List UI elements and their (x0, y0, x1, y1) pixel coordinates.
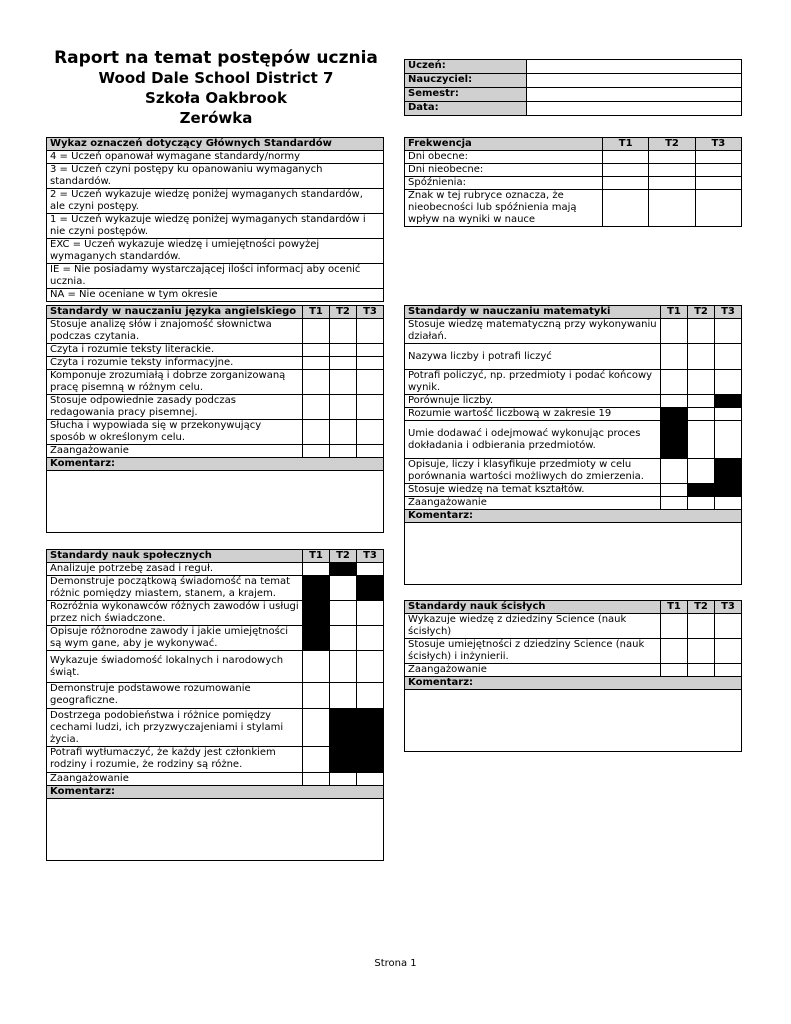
attendance-row-label: Dni obecne: (405, 151, 603, 164)
standard-label: Czyta i rozumie teksty informacyjne. (47, 357, 303, 370)
grade-cell[interactable] (715, 614, 742, 639)
grade-cell[interactable] (661, 497, 688, 510)
grade-cell[interactable] (688, 614, 715, 639)
legend-item (47, 189, 384, 214)
report-title: Raport na temat postępów ucznia (54, 48, 378, 68)
shaded-cell (330, 709, 357, 747)
grade-cell[interactable] (303, 344, 330, 357)
standard-label: Umie dodawać i odejmować wykonując proces dokładania i odbierania przedmiotów. (405, 421, 661, 459)
standard-label: Wykazuje wiedzę z dziedziny Science (nauk ścisłych) (405, 614, 661, 639)
shaded-cell (330, 563, 357, 576)
grade-cell[interactable] (715, 497, 742, 510)
legend-item: NA = Nie oceniane w tym okresie (47, 289, 384, 302)
grade-cell[interactable] (357, 651, 384, 683)
grade-cell[interactable] (330, 357, 357, 370)
shaded-cell (661, 421, 688, 459)
term-3-header: T3 (357, 550, 384, 563)
term-3-header: T3 (357, 306, 384, 319)
attendance-row-label: Znak w tej rubryce oznacza, że nieobecności lub spóźnienia mają wpływ na wyniki w nauce (405, 190, 603, 227)
shaded-cell (330, 747, 357, 773)
comment-box[interactable] (405, 690, 742, 752)
semester-label: Semestr: (405, 88, 527, 102)
grade-cell[interactable] (715, 370, 742, 395)
shaded-cell (715, 459, 742, 484)
grade-cell[interactable] (357, 420, 384, 445)
grade-cell[interactable] (303, 370, 330, 395)
legend-item (47, 214, 384, 239)
grade-cell[interactable] (357, 319, 384, 344)
student-label: Uczeń: (405, 60, 527, 74)
grade-cell[interactable] (661, 664, 688, 677)
grade-cell[interactable] (330, 626, 357, 651)
attendance-row-label: Dni nieobecne: (405, 164, 603, 177)
math-standards-table (404, 305, 742, 585)
legend-item (47, 239, 384, 264)
term-1-header: T1 (661, 306, 688, 319)
legend-text: 1 = Uczeń wykazuje wiedzę poniżej wymaganych standardów i nie czyni postępów. (50, 214, 366, 237)
shaded-cell (715, 484, 742, 497)
term-2-header: T2 (688, 306, 715, 319)
grade-cell[interactable] (357, 626, 384, 651)
standard-label: Opisuje różnorodne zawody i jakie umiejętności są wym gane, aby je wykonywać. (47, 626, 303, 651)
standard-label: Zaangażowanie (47, 773, 303, 786)
term-1-header: T1 (603, 138, 649, 151)
grade-cell[interactable] (303, 651, 330, 683)
standard-label: Stosuje wiedzę matematyczną przy wykonywaniu działań. (405, 319, 661, 344)
standard-label: Analizuje potrzebę zasad i reguł. (47, 563, 303, 576)
english-standards-table (46, 305, 384, 533)
term-1-header: T1 (661, 601, 688, 614)
grade-cell[interactable] (330, 601, 357, 626)
grade-level: Zerówka (179, 109, 253, 127)
grade-cell[interactable] (303, 709, 330, 747)
grade-cell[interactable] (357, 445, 384, 458)
standard-label: Zaangażowanie (47, 445, 303, 458)
grade-cell[interactable] (688, 370, 715, 395)
grade-cell[interactable] (330, 319, 357, 344)
term-1-header: T1 (303, 306, 330, 319)
grade-cell[interactable] (330, 344, 357, 357)
standard-label: Rozumie wartość liczbową w zakresie 19 (405, 408, 661, 421)
student-info-table (404, 59, 742, 116)
grade-cell[interactable] (661, 344, 688, 370)
comment-label: Komentarz: (405, 677, 742, 690)
science-standards-table (404, 600, 742, 752)
legend-text: 2 = Uczeń wykazuje wiedzę poniżej wymaganych standardów, ale czyni postępy. (50, 189, 363, 212)
standard-label: Nazywa liczby i potrafi liczyć (405, 344, 661, 370)
standard-label: Stosuje analizę słów i znajomość słownictwa podczas czytania. (47, 319, 303, 344)
grade-cell[interactable] (695, 164, 741, 177)
grade-cell[interactable] (303, 319, 330, 344)
comment-label: Komentarz: (47, 458, 384, 471)
standard-label: Czyta i rozumie teksty literackie. (47, 344, 303, 357)
standard-label: Demonstruje podstawowe rozumowanie geograficzne. (47, 683, 303, 709)
grade-cell[interactable] (330, 651, 357, 683)
grade-cell[interactable] (688, 459, 715, 484)
grade-cell[interactable] (330, 576, 357, 601)
standard-label: Demonstruje początkową świadomość na temat różnic pomiędzy miastem, stanem, a krajem. (47, 576, 303, 601)
legend-text: EXC = Uczeń wykazuje wiedzę i umiejętności powyżej wymaganych standardów. (50, 239, 320, 262)
date-label: Data: (405, 102, 527, 116)
term-2-header: T2 (688, 601, 715, 614)
grade-cell[interactable] (330, 773, 357, 786)
grade-cell[interactable] (603, 151, 649, 164)
grade-cell[interactable] (715, 319, 742, 344)
standard-label: Komponuje zrozumiałą i dobrze zorganizowaną pracę pisemną w różnym celu. (47, 370, 303, 395)
grade-cell[interactable] (303, 747, 330, 773)
grade-cell[interactable] (303, 395, 330, 420)
grade-cell[interactable] (330, 370, 357, 395)
attendance-table (404, 137, 742, 227)
standard-label: Dostrzega podobieństwa i różnice pomiędzy cechami ludzi, ich przyzwyczajeniami i stylami życia. (47, 709, 303, 747)
grade-cell[interactable] (603, 190, 649, 227)
grade-cell[interactable] (661, 484, 688, 497)
comment-label: Komentarz: (47, 786, 384, 799)
grade-cell[interactable] (661, 639, 688, 664)
grade-cell[interactable] (603, 164, 649, 177)
shaded-cell (303, 626, 330, 651)
shaded-cell (357, 747, 384, 773)
term-3-header: T3 (695, 138, 741, 151)
standard-label: Zaangażowanie (405, 497, 661, 510)
comment-label: Komentarz: (405, 510, 742, 523)
standard-label: Zaangażowanie (405, 664, 661, 677)
report-title-block (46, 48, 386, 128)
grade-cell[interactable] (688, 497, 715, 510)
grade-cell[interactable] (649, 164, 695, 177)
grade-cell[interactable] (303, 563, 330, 576)
grade-cell[interactable] (649, 177, 695, 190)
english-header: Standardy w nauczaniu języka angielskiego (47, 306, 303, 319)
grade-cell[interactable] (695, 190, 741, 227)
social-header: Standardy nauk społecznych (47, 550, 303, 563)
school-name: Szkoła Oakbrook (145, 89, 287, 107)
legend-item: 3 = Uczeń czyni postępy ku opanowaniu wymaganych standardów. (47, 164, 384, 189)
standard-label: Potrafi wytłumaczyć, że każdy jest członkiem rodziny i rozumie, że rodziny są różne. (47, 747, 303, 773)
date-field[interactable] (527, 102, 742, 116)
grade-cell[interactable] (715, 344, 742, 370)
grade-cell[interactable] (661, 319, 688, 344)
comment-box[interactable] (405, 523, 742, 585)
legend-table (46, 137, 384, 302)
grade-cell[interactable] (715, 639, 742, 664)
grade-cell[interactable] (661, 459, 688, 484)
shaded-cell (303, 576, 330, 601)
grade-cell[interactable] (330, 395, 357, 420)
grade-cell[interactable] (661, 370, 688, 395)
standard-label: Rozróżnia wykonawców różnych zawodów i usługi przez nich świadczone. (47, 601, 303, 626)
attendance-row-label: Spóźnienia: (405, 177, 603, 190)
semester-field[interactable] (527, 88, 742, 102)
grade-cell[interactable] (688, 664, 715, 677)
grade-cell[interactable] (688, 408, 715, 421)
standard-label: Wykazuje świadomość lokalnych i narodowych świąt. (47, 651, 303, 683)
term-2-header: T2 (649, 138, 695, 151)
term-2-header: T2 (330, 306, 357, 319)
term-1-header: T1 (303, 550, 330, 563)
teacher-field[interactable] (527, 74, 742, 88)
legend-item: 4 = Uczeń opanował wymagane standardy/normy (47, 151, 384, 164)
grade-cell[interactable] (688, 344, 715, 370)
grade-cell[interactable] (330, 445, 357, 458)
grade-cell[interactable] (688, 319, 715, 344)
teacher-label: Nauczyciel: (405, 74, 527, 88)
grade-cell[interactable] (303, 683, 330, 709)
shaded-cell (688, 484, 715, 497)
term-3-header: T3 (715, 306, 742, 319)
term-3-header: T3 (715, 601, 742, 614)
grade-cell[interactable] (695, 177, 741, 190)
shaded-cell (715, 395, 742, 408)
standard-label: Stosuje wiedzę na temat kształtów. (405, 484, 661, 497)
grade-cell[interactable] (303, 357, 330, 370)
grade-cell[interactable] (688, 421, 715, 459)
grade-cell[interactable] (303, 773, 330, 786)
grade-cell[interactable] (715, 421, 742, 459)
student-field[interactable] (527, 60, 742, 74)
standard-label: Opisuje, liczy i klasyfikuje przedmioty w celu porównania wartości możliwych do zmierzenia. (405, 459, 661, 484)
science-header: Standardy nauk ścisłych (405, 601, 661, 614)
grade-cell[interactable] (303, 445, 330, 458)
legend-header: Wykaz oznaczeń dotyczący Głównych Standardów (47, 138, 384, 151)
term-2-header: T2 (330, 550, 357, 563)
grade-cell[interactable] (330, 683, 357, 709)
grade-cell[interactable] (715, 408, 742, 421)
grade-cell[interactable] (688, 639, 715, 664)
grade-cell[interactable] (357, 344, 384, 357)
district-name: Wood Dale School District 7 (98, 69, 334, 87)
page-number: Strona 1 (374, 958, 417, 969)
grade-cell[interactable] (357, 683, 384, 709)
standard-label: Słucha i wypowiada się w przekonywujący sposób w określonym celu. (47, 420, 303, 445)
grade-cell[interactable] (603, 177, 649, 190)
standard-label: Potrafi policzyć, np. przedmioty i podać końcowy wynik. (405, 370, 661, 395)
grade-cell[interactable] (357, 773, 384, 786)
grade-cell[interactable] (715, 664, 742, 677)
social-standards-table (46, 549, 384, 861)
grade-cell[interactable] (357, 563, 384, 576)
legend-item: IE = Nie posiadamy wystarczającej ilości informacj aby ocenić ucznia. (47, 264, 384, 289)
grade-cell[interactable] (695, 151, 741, 164)
shaded-cell (357, 709, 384, 747)
math-header: Standardy w nauczaniu matematyki (405, 306, 661, 319)
standard-label: Porównuje liczby. (405, 395, 661, 408)
grade-cell[interactable] (303, 420, 330, 445)
grade-cell[interactable] (357, 601, 384, 626)
comment-box[interactable] (47, 471, 384, 533)
grade-cell[interactable] (649, 151, 695, 164)
attendance-header: Frekwencja (405, 138, 603, 151)
shaded-cell (661, 408, 688, 421)
shaded-cell (303, 601, 330, 626)
standard-label: Stosuje umiejętności z dziedziny Science (nauk ścisłych) i inżynierii. (405, 639, 661, 664)
grade-cell[interactable] (661, 395, 688, 408)
grade-cell[interactable] (357, 370, 384, 395)
standard-label: Stosuje odpowiednie zasady podczas redagowania pracy pisemnej. (47, 395, 303, 420)
grade-cell[interactable] (688, 395, 715, 408)
grade-cell[interactable] (357, 357, 384, 370)
comment-box[interactable] (47, 799, 384, 861)
shaded-cell (357, 576, 384, 601)
grade-cell[interactable] (649, 190, 695, 227)
grade-cell[interactable] (357, 395, 384, 420)
grade-cell[interactable] (330, 420, 357, 445)
grade-cell[interactable] (661, 614, 688, 639)
